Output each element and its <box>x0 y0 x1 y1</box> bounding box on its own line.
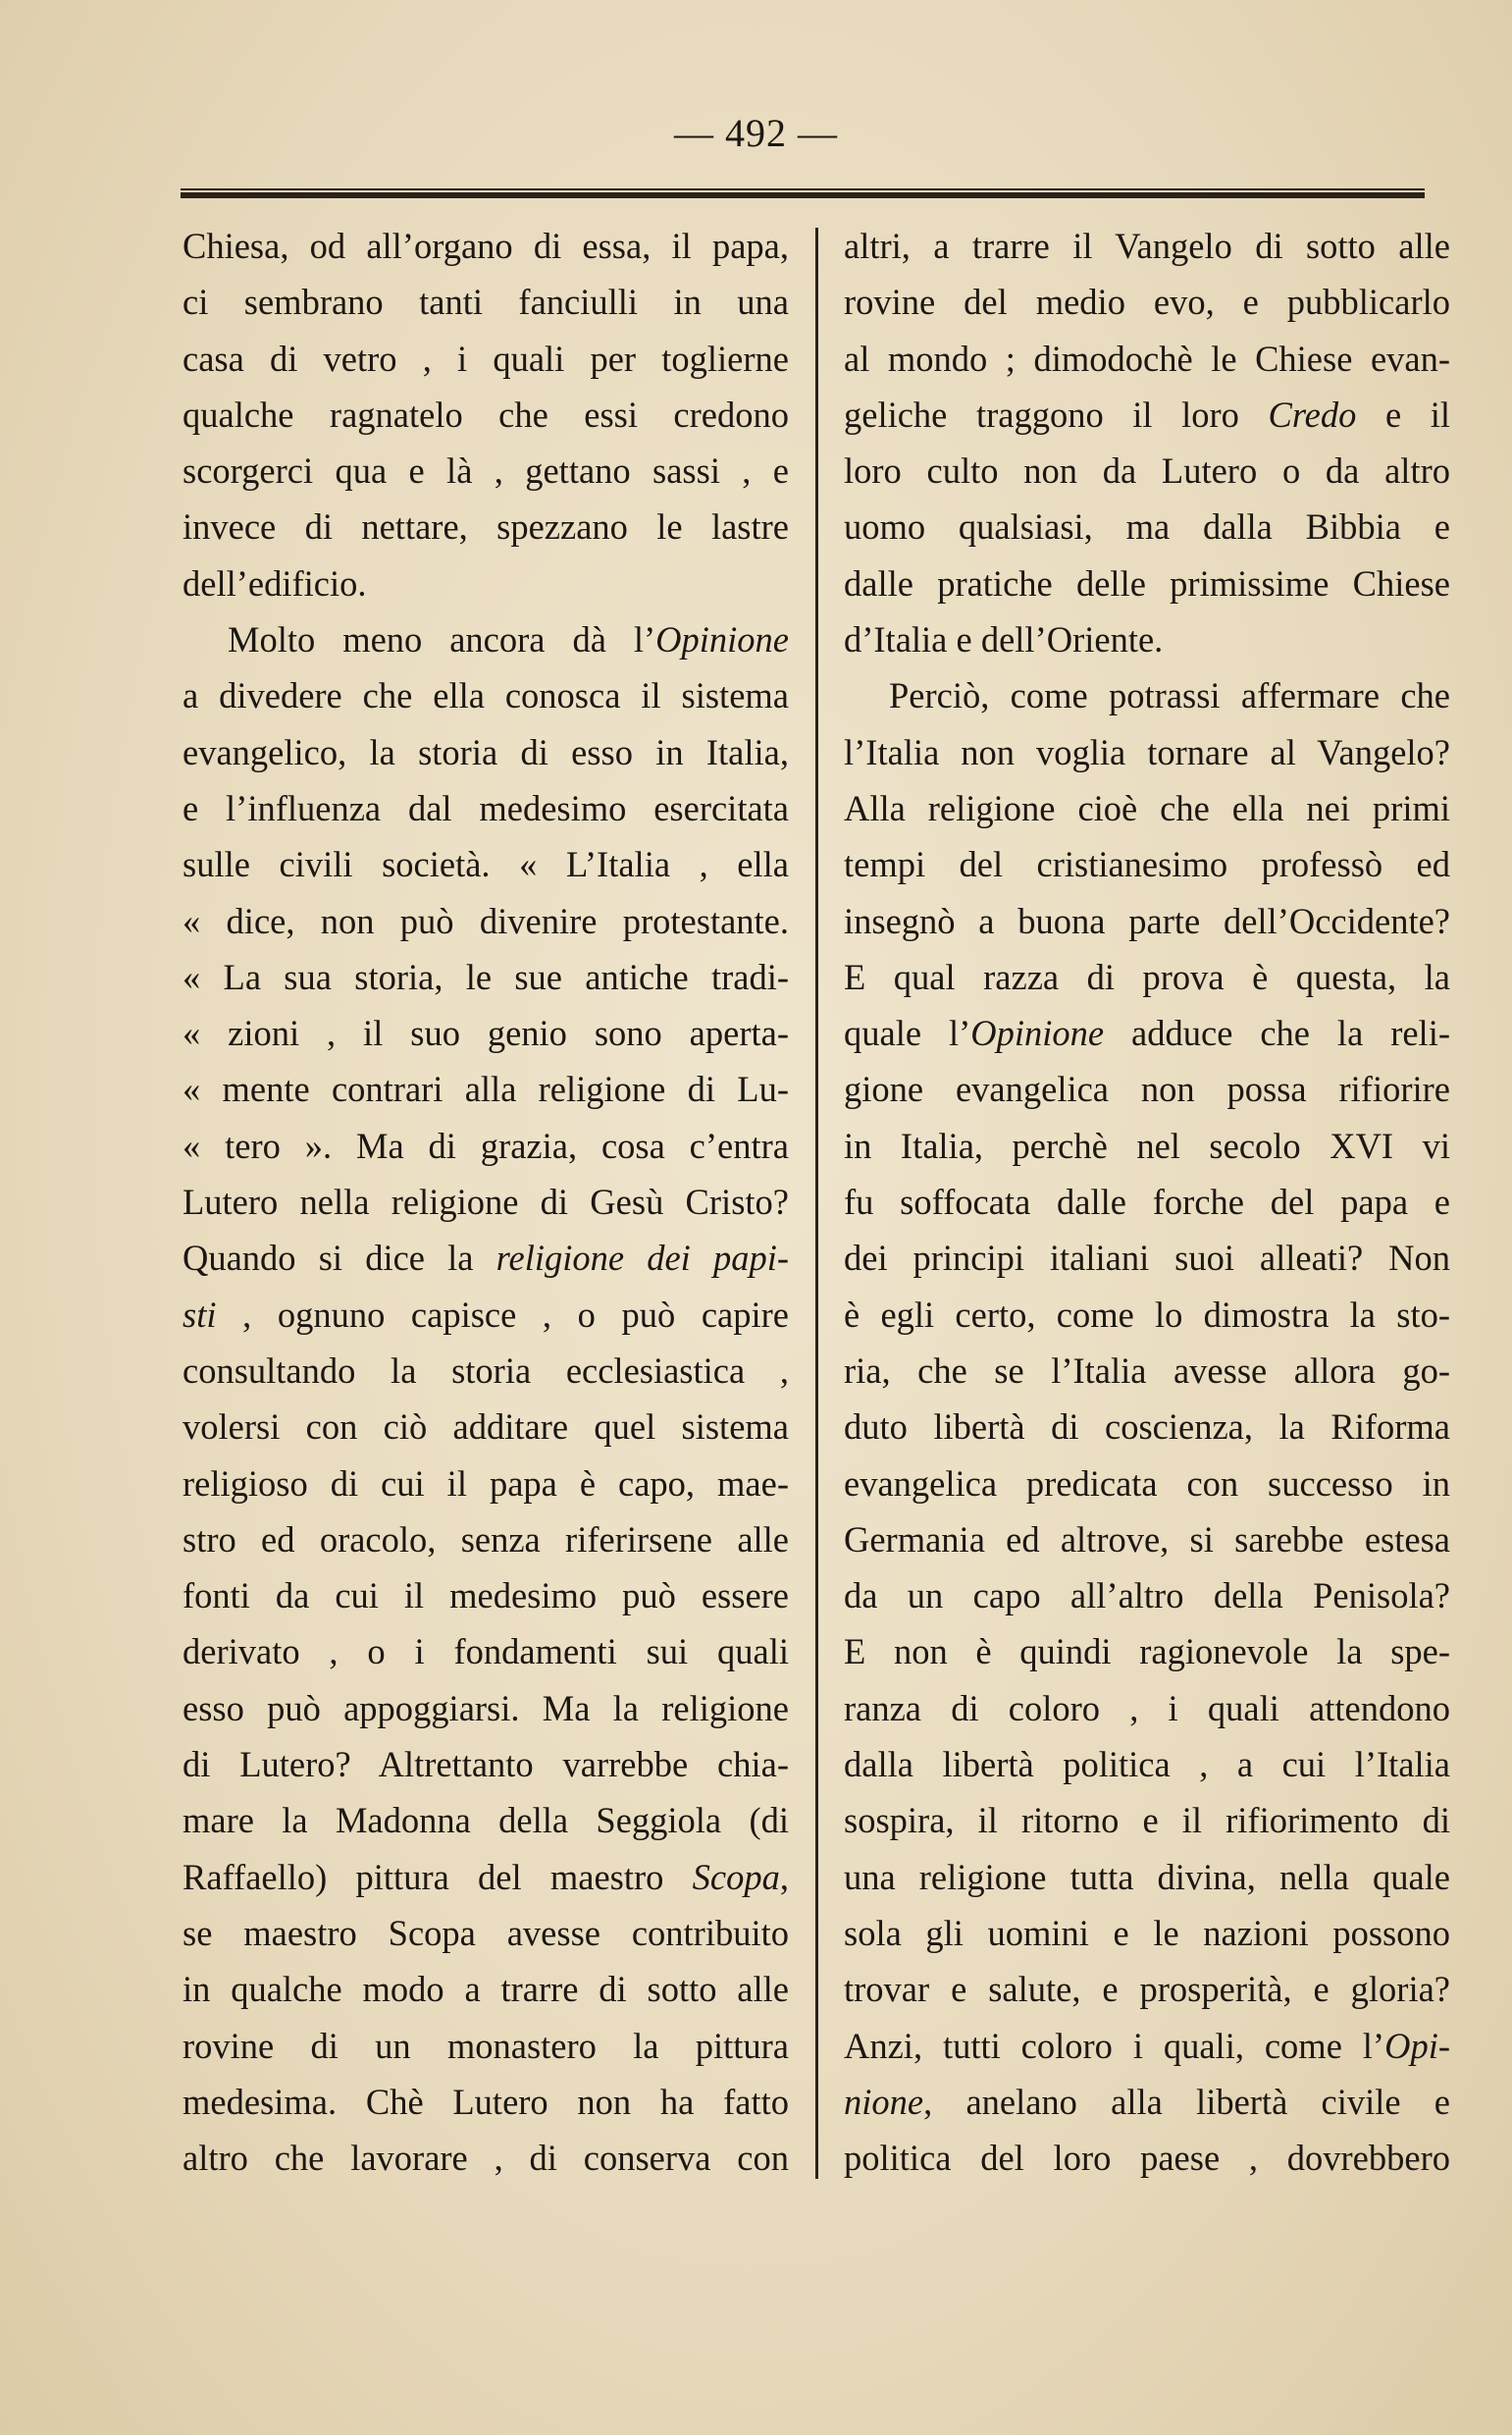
text-line: qualche ragnatelo che essi credono <box>182 394 789 435</box>
text-line: casa di vetro , i quali per toglierne <box>182 338 789 379</box>
text-line: consultando la storia ecclesiastica , <box>182 1350 789 1391</box>
text-line: rovine di un monastero la pittura <box>182 2025 789 2066</box>
text-line: altri, a trarre il Vangelo di sotto alle <box>844 226 1450 266</box>
text-line: fu soffocata dalle forche del papa e <box>844 1182 1450 1223</box>
text-line: rovine del medio evo, e pubblicarlo <box>844 282 1450 323</box>
text-line: tempi del cristianesimo professò ed <box>844 844 1450 885</box>
text-line: dalle pratiche delle primissime Chiese <box>844 562 1450 604</box>
text-line: se maestro Scopa avesse contribuito <box>182 1912 789 1953</box>
text-line: ria, che se l’Italia avesse allora go- <box>844 1350 1450 1391</box>
text-line: in qualche modo a trarre di sotto alle <box>182 1969 789 2010</box>
text-line: gione evangelica non possa rifiorire <box>844 1069 1450 1110</box>
text-line: al mondo ; dimodochè le Chiese evan- <box>844 338 1450 379</box>
text-line: loro culto non da Lutero o da altro <box>844 450 1450 492</box>
text-line: geliche traggono il loro Credo e il <box>844 394 1450 435</box>
text-line: scorgerci qua e là , gettano sassi , e <box>182 450 789 492</box>
text-line: uomo qualsiasi, ma dalla Bibbia e <box>844 506 1450 548</box>
text-line: e l’influenza dal medesimo esercitata <box>182 787 789 828</box>
text-line: Chiesa, od all’organo di essa, il papa, <box>182 226 789 266</box>
text-line: ranza di coloro , i quali attendono <box>844 1687 1450 1728</box>
text-line: dalla libertà politica , a cui l’Italia <box>844 1744 1450 1785</box>
right-column <box>844 218 1450 2186</box>
text-line: dell’edificio. <box>182 562 367 604</box>
text-line: « mente contrari alla religione di Lu- <box>182 1069 789 1110</box>
text-line: è egli certo, come lo dimostra la sto- <box>844 1294 1450 1335</box>
text-line: volersi con ciò additare quel sistema <box>182 1406 789 1448</box>
text-line: nione, anelano alla libertà civile e <box>844 2081 1450 2122</box>
text-line: sulle civili società. « L’Italia , ella <box>182 844 789 885</box>
text-line: Molto meno ancora dà l’Opinione <box>228 619 789 661</box>
text-line: da un capo all’altro della Penisola? <box>844 1575 1450 1616</box>
text-line: Perciò, come potrassi affermare che <box>889 675 1450 716</box>
text-line: Lutero nella religione di Gesù Cristo? <box>182 1182 789 1223</box>
text-line: una religione tutta divina, nella quale <box>844 1856 1450 1897</box>
text-line: altro che lavorare , di conserva con <box>182 2138 789 2179</box>
header-rule <box>181 188 1425 198</box>
text-line: duto libertà di coscienza, la Riforma <box>844 1406 1450 1448</box>
text-line: trovar e salute, e prosperità, e gloria? <box>844 1969 1450 2010</box>
text-line: politica del loro paese , dovrebbero <box>844 2138 1450 2179</box>
text-line: fonti da cui il medesimo può essere <box>182 1575 789 1616</box>
text-line: evangelico, la storia di esso in Italia, <box>182 731 789 772</box>
text-line: Germania ed altrove, si sarebbe estesa <box>844 1518 1450 1560</box>
text-line: sti , ognuno capisce , o può capire <box>182 1294 789 1335</box>
text-line: a divedere che ella conosca il sistema <box>182 675 789 716</box>
text-line: mare la Madonna della Seggiola (di <box>182 1800 789 1841</box>
text-line: dei principi italiani suoi alleati? Non <box>844 1238 1450 1279</box>
text-line: sospira, il ritorno e il rifiorimento di <box>844 1800 1450 1841</box>
text-line: derivato , o i fondamenti sui quali <box>182 1631 789 1672</box>
text-line: evangelica predicata con successo in <box>844 1462 1450 1504</box>
column-divider <box>815 228 818 2179</box>
text-line: quale l’Opinione adduce che la reli- <box>844 1013 1450 1054</box>
text-line: Raffaello) pittura del maestro Scopa, <box>182 1856 789 1897</box>
left-column <box>182 218 789 2186</box>
text-line: religioso di cui il papa è capo, mae- <box>182 1462 789 1504</box>
text-line: esso può appoggiarsi. Ma la religione <box>182 1687 789 1728</box>
text-line: E qual razza di prova è questa, la <box>844 956 1450 997</box>
text-line: « tero ». Ma di grazia, cosa c’entra <box>182 1125 789 1166</box>
text-line: E non è quindi ragionevole la spe- <box>844 1631 1450 1672</box>
text-line: insegnò a buona parte dell’Occidente? <box>844 900 1450 941</box>
text-line: invece di nettare, spezzano le lastre <box>182 506 789 548</box>
text-line: sola gli uomini e le nazioni possono <box>844 1912 1450 1953</box>
text-line: medesima. Chè Lutero non ha fatto <box>182 2081 789 2122</box>
text-line: « zioni , il suo genio sono aperta- <box>182 1013 789 1054</box>
text-line: Anzi, tutti coloro i quali, come l’Opi- <box>844 2025 1450 2066</box>
page-number: — 492 — <box>674 111 838 155</box>
text-line: Quando si dice la religione dei papi- <box>182 1238 789 1279</box>
text-line: di Lutero? Altrettanto varrebbe chia- <box>182 1744 789 1785</box>
text-line: « dice, non può divenire protestante. <box>182 900 789 941</box>
text-line: « La sua storia, le sue antiche tradi- <box>182 956 789 997</box>
text-line: in Italia, perchè nel secolo XVI vi <box>844 1125 1450 1166</box>
text-line: ci sembrano tanti fanciulli in una <box>182 282 789 323</box>
text-line: Alla religione cioè che ella nei primi <box>844 787 1450 828</box>
text-line: l’Italia non voglia tornare al Vangelo? <box>844 731 1450 772</box>
text-line: d’Italia e dell’Oriente. <box>844 619 1164 661</box>
text-line: stro ed oracolo, senza riferirsene alle <box>182 1518 789 1560</box>
